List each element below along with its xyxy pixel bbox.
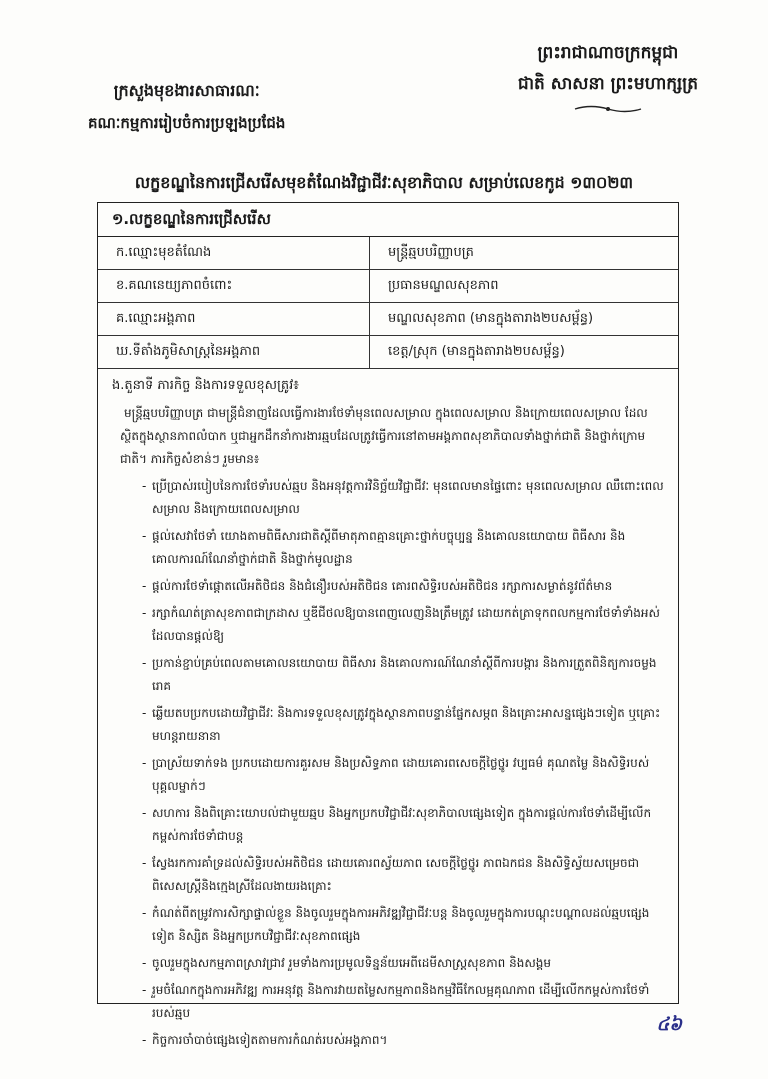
list-item: - ប្រើប្រាស់របៀបនៃការថែទាំរបស់ឆ្មប និងអនុវត្តការវិនិច្ឆ័យវិជ្ជាជីវៈ មុនពេលមានផ្ទៃពោះ មុនពេលសម្រាល ឈឺពោះពេលសម្រាល និងក្រោយពេលសម្រាល bbox=[152, 475, 664, 521]
table-row bbox=[98, 336, 678, 369]
row-label: ក.ឈ្មោះមុខតំណែង bbox=[98, 237, 370, 269]
page-number: ៤៦ bbox=[656, 1014, 682, 1035]
duties-heading: ង.តួនាទី ភារកិច្ច និងការទទួលខុសត្រូវ៖ bbox=[112, 378, 300, 393]
ministry-name: ក្រសួងមុខងារសាធារណៈ bbox=[113, 81, 260, 100]
row-value: ប្រធានមណ្ឌលសុខភាព bbox=[388, 278, 499, 293]
row-label: ខ.គណនេយ្យភាពចំពោះ bbox=[98, 270, 370, 302]
duties-intro: មន្ត្រីឆ្មបបរិញ្ញាបត្រ ជាមន្ត្រីជំនាញដែលធ្វើការងារថែទាំមុនពេលសម្រាល ក្នុងពេលសម្រាល និងក្រោយពេលសម្រាល ដែលស្ថិតក្នុងស្ថានភាពលំបាក ឬជាអ្នកដឹកនាំការងារឆ្មបដែលត្រូវធ្វើការនៅតាមអង្គភាពសុខាភិបាលទាំងថ្នាក់ជាតិ និងថ្នាក់ក្រោមជាតិ។ ភារកិច្ចសំខាន់ៗ រួមមាន៖ bbox=[120, 406, 648, 466]
list-item: - កំណត់ពីតម្រូវការសិក្សាផ្ទាល់ខ្លួន និងចូលរួមក្នុងការអភិវឌ្ឍវិជ្ជាជីវៈបន្ត និងចូលរួមក្នុងការបណ្ដុះបណ្ដាលដល់ឆ្មបផ្សេងទៀត និស្សិត និងអ្នកប្រកបវិជ្ជាជីវៈសុខភាពផ្សេង bbox=[152, 902, 664, 948]
ornament-divider bbox=[573, 104, 643, 114]
table-row bbox=[98, 270, 678, 303]
table-row bbox=[98, 303, 678, 336]
list-item: - កិច្ចការចាំបាច់ផ្សេងទៀតតាមការកំណត់របស់អង្គភាព។ bbox=[152, 1029, 664, 1052]
duties-list bbox=[112, 475, 664, 1052]
list-item: - ផ្ដល់សេវាថែទាំ យោងតាមពិធីសារជាតិស្ដីពីមាតុភាពគ្មានគ្រោះថ្នាក់បច្ចុប្បន្ន និងគោលនយោបាយ ពិធីសារ និងគោលការណ៍ណែនាំថ្នាក់ជាតិ និងថ្នាក់មូលដ្ឋាន bbox=[152, 525, 664, 571]
kingdom-header bbox=[518, 42, 698, 114]
list-item: - ប្រាស្រ័យទាក់ទង ប្រកបដោយការគួរសម និងប្រសិទ្ធភាព ដោយគោរពសេចក្ដីថ្លៃថ្នូរ វប្បធម៌ គុណតម្លៃ និងសិទ្ធិរបស់បុគ្គលម្នាក់ៗ bbox=[152, 752, 664, 798]
row-label: ឃ.ទីតាំងភូមិសាស្ត្រនៃអង្គភាព bbox=[98, 336, 370, 368]
kingdom-name: ព្រះរាជាណាចក្រកម្ពុជា bbox=[537, 43, 679, 63]
kingdom-motto: ជាតិ សាសនា ព្រះមហាក្សត្រ bbox=[517, 74, 698, 94]
list-item: - ឆ្លើយតបប្រកបដោយវិជ្ជាជីវៈ និងការទទួលខុសត្រូវក្នុងស្ថានភាពបន្ទាន់ផ្នែកសម្ភព និងគ្រោះអាសន្នផ្សេងៗទៀត ឬគ្រោះមហន្តរាយនានា bbox=[152, 702, 664, 748]
duties-section bbox=[98, 369, 678, 1052]
row-value: មន្ត្រីឆ្មបបរិញ្ញាបត្រ bbox=[388, 245, 474, 260]
list-item: - ចូលរួមក្នុងសកម្មភាពស្រាវជ្រាវ រួមទាំងការប្រមូលទិន្នន័យអេពីដេមីសាស្ត្រសុខភាព និងសង្គម bbox=[152, 952, 664, 975]
list-item: - ស្វែងរកការគាំទ្រដល់សិទ្ធិរបស់អតិថិជន ដោយគោរពស្វ័យភាព សេចក្ដីថ្លៃថ្នូរ ភាពឯកជន និងសិទ្ធិស្វ័យសម្រេចជាពិសេសស្ត្រីនិងក្មេងស្រីដែលងាយរងគ្រោះ bbox=[152, 852, 664, 898]
document-title: លក្ខខណ្ឌនៃការជ្រើសរើសមុខតំណែងវិជ្ជាជីវៈសុខាភិបាល សម្រាប់លេខកូដ ១៣០២៣ bbox=[134, 173, 634, 192]
list-item: - រក្សាកំណត់ត្រាសុខភាពជាក្រដាស ឬឌីជីថលឱ្យបានពេញលេញនិងត្រឹមត្រូវ ដោយកត់ត្រាទុកពលកម្មការថែទាំទាំងអស់ដែលបានផ្ដល់ឱ្យ bbox=[152, 602, 664, 648]
row-label: គ.ឈ្មោះអង្គភាព bbox=[98, 303, 370, 335]
list-item: - សហការ និងពិគ្រោះយោបល់ជាមួយឆ្មប និងអ្នកប្រកបវិជ្ជាជីវៈសុខាភិបាលផ្សេងទៀត ក្នុងការផ្ដល់ការថែទាំដើម្បីលើកកម្ពស់ការថែទាំជាបន្ត bbox=[152, 802, 664, 848]
list-item: - ប្រកាន់ខ្ជាប់គ្រប់ពេលតាមគោលនយោបាយ ពិធីសារ និងគោលការណ៍ណែនាំស្ដីពីការបង្ការ និងការត្រួតពិនិត្យការចម្លងរោគ bbox=[152, 652, 664, 698]
committee-name: គណៈកម្មការរៀបចំការប្រឡងប្រជែង bbox=[88, 114, 286, 132]
table-row bbox=[98, 237, 678, 270]
section-heading: ១.លក្ខខណ្ឌនៃការជ្រើសរើស bbox=[98, 203, 678, 237]
list-item: - ផ្ដល់ការថែទាំផ្ដោតលើអតិថិជន និងជំនឿរបស់អតិថិជន គោរពសិទ្ធិរបស់អតិថិជន រក្សាការសម្ងាត់នូវព័ត៌មាន bbox=[152, 575, 664, 598]
ministry-header bbox=[88, 80, 285, 136]
list-item: - រួមចំណែកក្នុងការអភិវឌ្ឍ ការអនុវត្ត និងការវាយតម្លៃសកម្មភាពនិងកម្មវិធីកែលម្អគុណភាព ដើម្បីលើកកម្ពស់ការថែទាំរបស់ឆ្មប bbox=[152, 979, 664, 1025]
row-value: ខេត្ត/ស្រុក (មានក្នុងតារាង២បសម្ព័ន្ធ) bbox=[388, 344, 565, 359]
row-value: មណ្ឌលសុខភាព (មានក្នុងតារាង២បសម្ព័ន្ធ) bbox=[388, 311, 594, 326]
